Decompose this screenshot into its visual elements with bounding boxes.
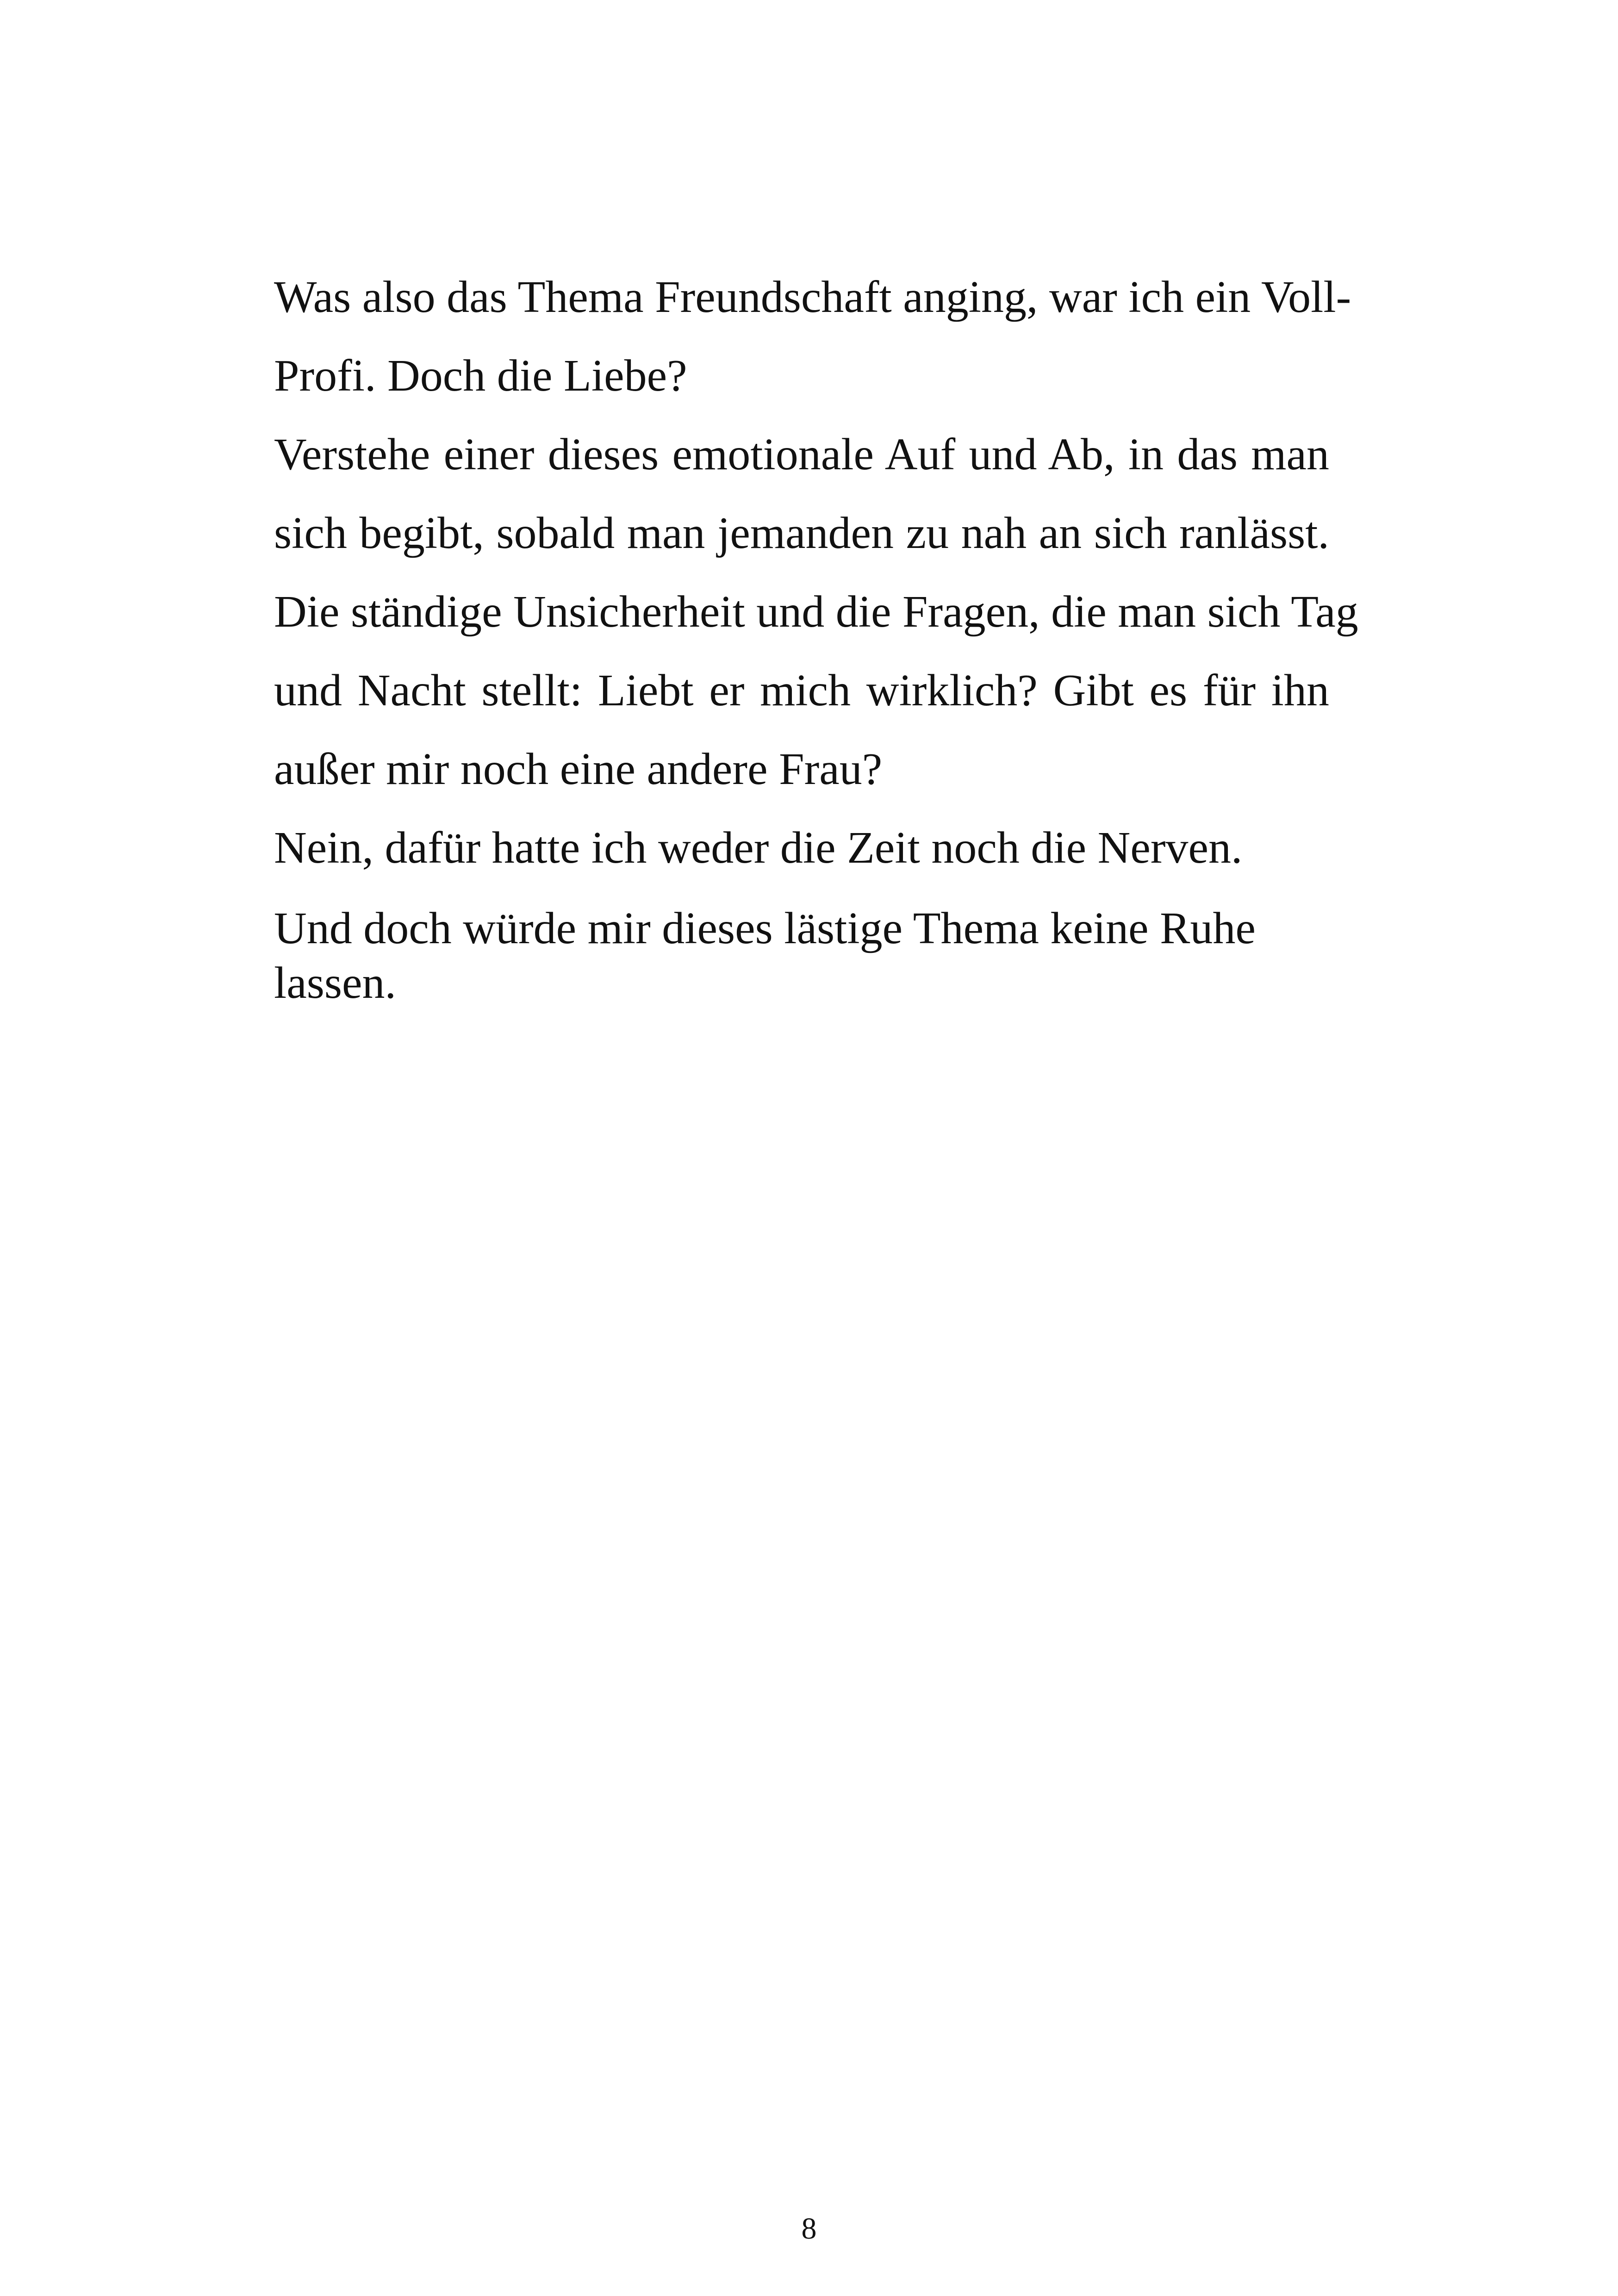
text-line: Verstehe einer dieses emotionale Auf und Ab, in das man xyxy=(274,429,1329,479)
page-number: 8 xyxy=(801,2212,817,2246)
text-line: Die ständige Unsicherheit und die Fragen, die man sich Tag xyxy=(274,587,1358,637)
text-line: und Nacht stellt: Liebt er mich wirklich? Gibt es für ihn xyxy=(274,666,1329,716)
body-text xyxy=(274,265,1358,1029)
text-line: lassen. xyxy=(274,958,396,1008)
text-line: außer mir noch eine andere Frau? xyxy=(274,744,883,794)
text-line: Was also das Thema Freundschaft anging, war ich ein Voll- xyxy=(274,272,1351,322)
text-line: Und doch würde mir dieses lästige Thema keine Ruhe xyxy=(274,903,1256,953)
text-line: Nein, dafür hatte ich weder die Zeit noch die Nerven. xyxy=(274,823,1243,873)
text-line: Profi. Doch die Liebe? xyxy=(274,351,687,401)
text-line: sich begibt, sobald man jemanden zu nah an sich ranlässt. xyxy=(274,508,1329,558)
